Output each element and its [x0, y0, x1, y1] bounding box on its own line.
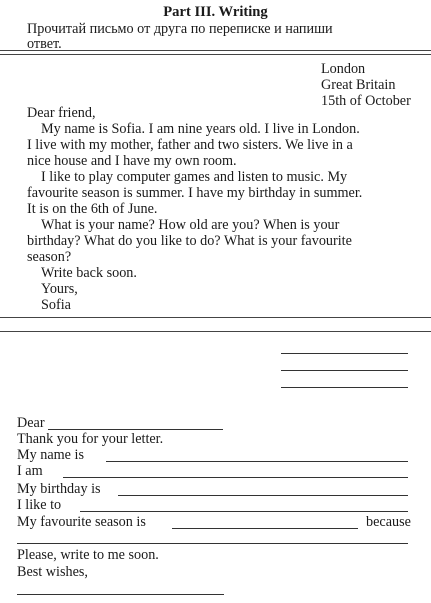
reply-thanks: Thank you for your letter. [17, 431, 164, 447]
because-blank-line[interactable] [17, 543, 408, 544]
address-blank-line[interactable] [281, 370, 408, 371]
address-date: 15th of October [321, 93, 411, 109]
reply-season-label: My favourite season is [17, 514, 146, 530]
reply-birthday-label: My birthday is [17, 481, 101, 497]
letter-top-border [0, 50, 431, 51]
letter-top-border-inner [0, 54, 431, 55]
letter-bottom-border [0, 317, 431, 318]
signature-blank-line[interactable] [17, 594, 224, 595]
instruction-line-1: Прочитай письмо от друга по переписке и напиши [27, 21, 333, 37]
letter-line: I live with my mother, father and two sisters. We live in a [27, 137, 353, 153]
address-blank-line[interactable] [281, 353, 408, 354]
letter-line: favourite season is summer. I have my birthday in summer. [27, 185, 363, 201]
letter-line: season? [27, 249, 72, 265]
address-country: Great Britain [321, 77, 396, 93]
address-city: London [321, 61, 366, 77]
letter-bottom-border-outer [0, 331, 431, 332]
letter-line: What is your name? How old are you? When is your [41, 217, 340, 233]
season-blank-line[interactable] [172, 528, 358, 529]
reply-like-label: I like to [17, 497, 62, 513]
instruction-line-2: ответ. [27, 36, 62, 52]
age-blank-line[interactable] [63, 477, 408, 478]
reply-dear: Dear [17, 415, 45, 431]
reply-age-label: I am [17, 463, 43, 479]
section-title: Part III. Writing [163, 4, 268, 20]
letter-line: It is on the 6th of June. [27, 201, 158, 217]
address-blank-line[interactable] [281, 387, 408, 388]
letter-line: Write back soon. [41, 265, 137, 281]
reply-please: Please, write to me soon. [17, 547, 159, 563]
dear-blank-line[interactable] [48, 429, 223, 430]
letter-line: birthday? What do you like to do? What is your favourite [27, 233, 352, 249]
reply-name-label: My name is [17, 447, 84, 463]
reply-best-wishes: Best wishes, [17, 564, 88, 580]
letter-greeting: Dear friend, [27, 105, 96, 121]
name-blank-line[interactable] [106, 461, 408, 462]
letter-line: I like to play computer games and listen to music. My [41, 169, 348, 185]
letter-line: My name is Sofia. I am nine years old. I live in London. [41, 121, 360, 137]
letter-line: nice house and I have my own room. [27, 153, 237, 169]
birthday-blank-line[interactable] [118, 495, 408, 496]
reply-because: because [366, 514, 411, 530]
like-blank-line[interactable] [80, 511, 408, 512]
letter-signature: Sofia [41, 297, 71, 313]
letter-closing: Yours, [41, 281, 78, 297]
